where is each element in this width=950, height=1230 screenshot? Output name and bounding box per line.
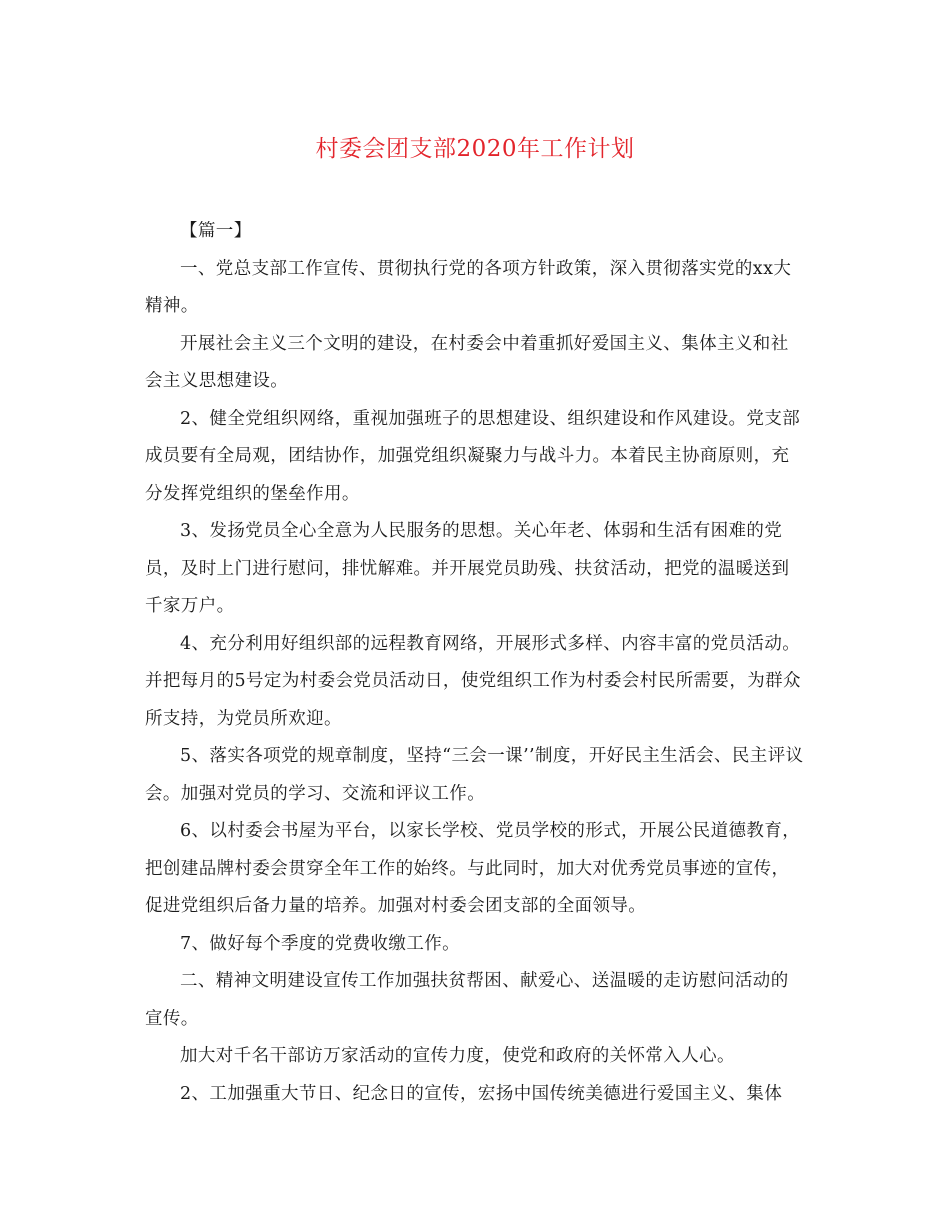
paragraph: 7、做好每个季度的党费收缴工作。 xyxy=(180,933,461,954)
paragraph: 开展社会主义三个文明的建设，在村委会中着重抓好爱国主义、集体主义和社会主义思想建设。 xyxy=(145,333,789,391)
document-body xyxy=(145,213,805,1113)
paragraph: 2、工加强重大节日、纪念日的宣传，宏扬中国传统美德进行爱国主义、集体 xyxy=(180,1083,783,1104)
paragraph: 4、充分利用好组织部的远程教育网络，开展形式多样、内容丰富的党员活动。并把每月的5号定为村委会党员活动日，使党组织工作为村委会村民所需要，为群众所支持，为党员所欢迎。 xyxy=(145,633,801,729)
paragraph: 3、发扬党员全心全意为人民服务的思想。关心年老、体弱和生活有困难的党员，及时上门进行慰问，排忧解难。并开展党员助残、扶贫活动，把党的温暖送到千家万户。 xyxy=(145,521,790,616)
paragraph: 一、党总支部工作宣传、贯彻执行党的各项方针政策，深入贯彻落实党的xx大精神。 xyxy=(145,258,792,316)
paragraph: 二、精神文明建设宣传工作加强扶贫帮困、献爱心、送温暖的走访慰问活动的宣传。 xyxy=(145,971,789,1029)
paragraph: 加大对千名干部访万家活动的宣传力度，使党和政府的关怀常入人心。 xyxy=(180,1046,735,1066)
paragraph: 6、以村委会书屋为平台，以家长学校、党员学校的形式，开展公民道德教育，把创建品牌村委会贯穿全年工作的始终。与此同时，加大对优秀党员事迹的宣传，促进党组织后备力量的培养。加强对村委会团支部的全面领导。 xyxy=(145,821,801,916)
document-title: 村委会团支部2020年工作计划 xyxy=(315,136,635,162)
paragraph: 5、落实各项党的规章制度，坚持“三会一课’’制度，开好民主生活会、民主评议会。加强对党员的学习、交流和评议工作。 xyxy=(145,746,804,804)
section-heading-part-one: 【篇一】 xyxy=(180,221,252,241)
paragraph: 2、健全党组织网络，重视加强班子的思想建设、组织建设和作风建设。党支部成员要有全局观，团结协作，加强党组织凝聚力与战斗力。本着民主协商原则，充分发挥党组织的堡垒作用。 xyxy=(145,408,801,504)
